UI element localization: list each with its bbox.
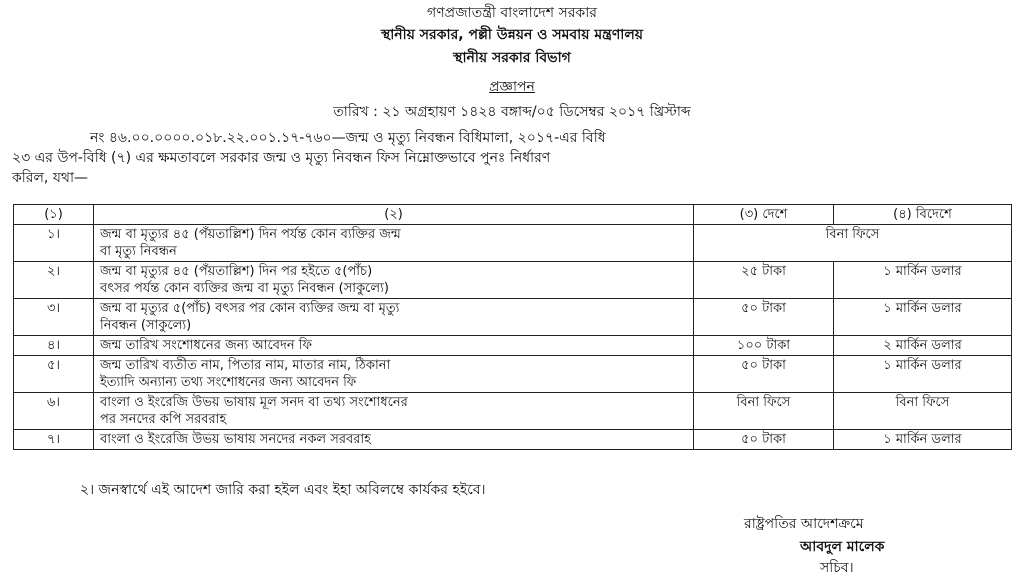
row-serial: ৪। bbox=[14, 336, 94, 356]
notification-date: তারিখ : ২১ অগ্রহায়ণ ১৪২৪ বঙ্গাব্দ/০৫ ডিসেম্বর ২০১৭ খ্রিস্টাব্দ bbox=[333, 104, 691, 120]
row-serial: ৭। bbox=[14, 430, 94, 450]
table-row bbox=[14, 225, 1012, 262]
clause-2: ২। জনস্বার্থে এই আদেশ জারি করা হইল এবং ইহা অবিলম্বে কার্যকর হইবে। bbox=[80, 482, 486, 498]
intro-line-3: করিল, যথা— bbox=[12, 170, 89, 186]
notification-heading: প্রজ্ঞাপন bbox=[489, 79, 535, 95]
signatory-name: আবদুল মালেক bbox=[800, 539, 885, 555]
header-col-2: (২) bbox=[94, 205, 694, 225]
table-row bbox=[14, 299, 1012, 336]
row-serial: ১। bbox=[14, 225, 94, 262]
government-title: গণপ্রজাতন্ত্রী বাংলাদেশ সরকার bbox=[427, 5, 597, 21]
row-fee-merged: বিনা ফিসে bbox=[694, 225, 1012, 262]
row-description: জন্ম তারিখ সংশোধনের জন্য আবেদন ফি bbox=[94, 336, 694, 356]
row-description: বাংলা ও ইংরেজি উভয় ভাষায় মূল সনদ বা তথ্য সংশোধনের পর সনদের কপি সরবরাহ bbox=[94, 393, 694, 430]
row-fee-local: বিনা ফিসে bbox=[694, 393, 834, 430]
row-fee-local: ১০০ টাকা bbox=[694, 336, 834, 356]
signature-order: রাষ্ট্রপতির আদেশক্রমে bbox=[744, 516, 864, 532]
row-description: জন্ম বা মৃত্যুর ৪৫ (পঁয়তাল্লিশ) দিন পর হইতে ৫(পাঁচ) বৎসর পর্যন্ত কোন ব্যক্তির জন্ম বা মৃত্যু নিবন্ধন (সাকুল্যে) bbox=[94, 262, 694, 299]
row-fee-local: ২৫ টাকা bbox=[694, 262, 834, 299]
table-row bbox=[14, 356, 1012, 393]
table-row bbox=[14, 393, 1012, 430]
ministry-title: স্থানীয় সরকার, পল্লী উন্নয়ন ও সমবায় মন্ত্রণালয় bbox=[380, 27, 644, 43]
row-fee-local: ৫০ টাকা bbox=[694, 430, 834, 450]
row-fee-abroad: ১ মার্কিন ডলার bbox=[834, 299, 1012, 336]
row-description: বাংলা ও ইংরেজি উভয় ভাষায় সনদের নকল সরবরাহ bbox=[94, 430, 694, 450]
row-description: জন্ম তারিখ ব্যতীত নাম, পিতার নাম, মাতার নাম, ঠিকানা ইত্যাদি অন্যান্য তথ্য সংশোধনের জন্য আবেদন ফি bbox=[94, 356, 694, 393]
row-serial: ৬। bbox=[14, 393, 94, 430]
signatory-title: সচিব। bbox=[820, 560, 854, 576]
intro-paragraph bbox=[12, 128, 1012, 188]
fee-table bbox=[13, 204, 1012, 450]
division-title: স্থানীয় সরকার বিভাগ bbox=[453, 50, 571, 66]
header-col-1: (১) bbox=[14, 205, 94, 225]
table-row bbox=[14, 336, 1012, 356]
row-description: জন্ম বা মৃত্যুর ৫(পাঁচ) বৎসর পর কোন ব্যক্তির জন্ম বা মৃত্যু নিবন্ধন (সাকুল্যে) bbox=[94, 299, 694, 336]
intro-line-2: ২৩ এর উপ-বিধি (৭) এর ক্ষমতাবলে সরকার জন্ম ও মৃত্যু নিবন্ধন ফিস নিম্নোক্তভাবে পুনঃ নির্ধারণ bbox=[12, 150, 551, 166]
intro-line-1: নং ৪৬.০০.০০০০.০১৮.২২.০০১.১৭-৭৬০—জন্ম ও মৃত্যু নিবন্ধন বিধিমালা, ২০১৭-এর বিধি bbox=[90, 130, 606, 146]
row-fee-abroad: বিনা ফিসে bbox=[834, 393, 1012, 430]
row-serial: ৫। bbox=[14, 356, 94, 393]
row-serial: ২। bbox=[14, 262, 94, 299]
row-fee-abroad: ১ মার্কিন ডলার bbox=[834, 262, 1012, 299]
row-fee-abroad: ১ মার্কিন ডলার bbox=[834, 356, 1012, 393]
header-col-4: (৪) বিদেশে bbox=[834, 205, 1012, 225]
table-row bbox=[14, 262, 1012, 299]
header-col-3: (৩) দেশে bbox=[694, 205, 834, 225]
row-fee-abroad: ১ মার্কিন ডলার bbox=[834, 430, 1012, 450]
table-row bbox=[14, 430, 1012, 450]
row-fee-local: ৫০ টাকা bbox=[694, 356, 834, 393]
row-serial: ৩। bbox=[14, 299, 94, 336]
row-fee-abroad: ২ মার্কিন ডলার bbox=[834, 336, 1012, 356]
row-fee-local: ৫০ টাকা bbox=[694, 299, 834, 336]
row-description: জন্ম বা মৃত্যুর ৪৫ (পঁয়তাল্লিশ) দিন পর্যন্ত কোন ব্যক্তির জন্ম বা মৃত্যু নিবন্ধন bbox=[94, 225, 694, 262]
table-header-row bbox=[14, 205, 1012, 225]
